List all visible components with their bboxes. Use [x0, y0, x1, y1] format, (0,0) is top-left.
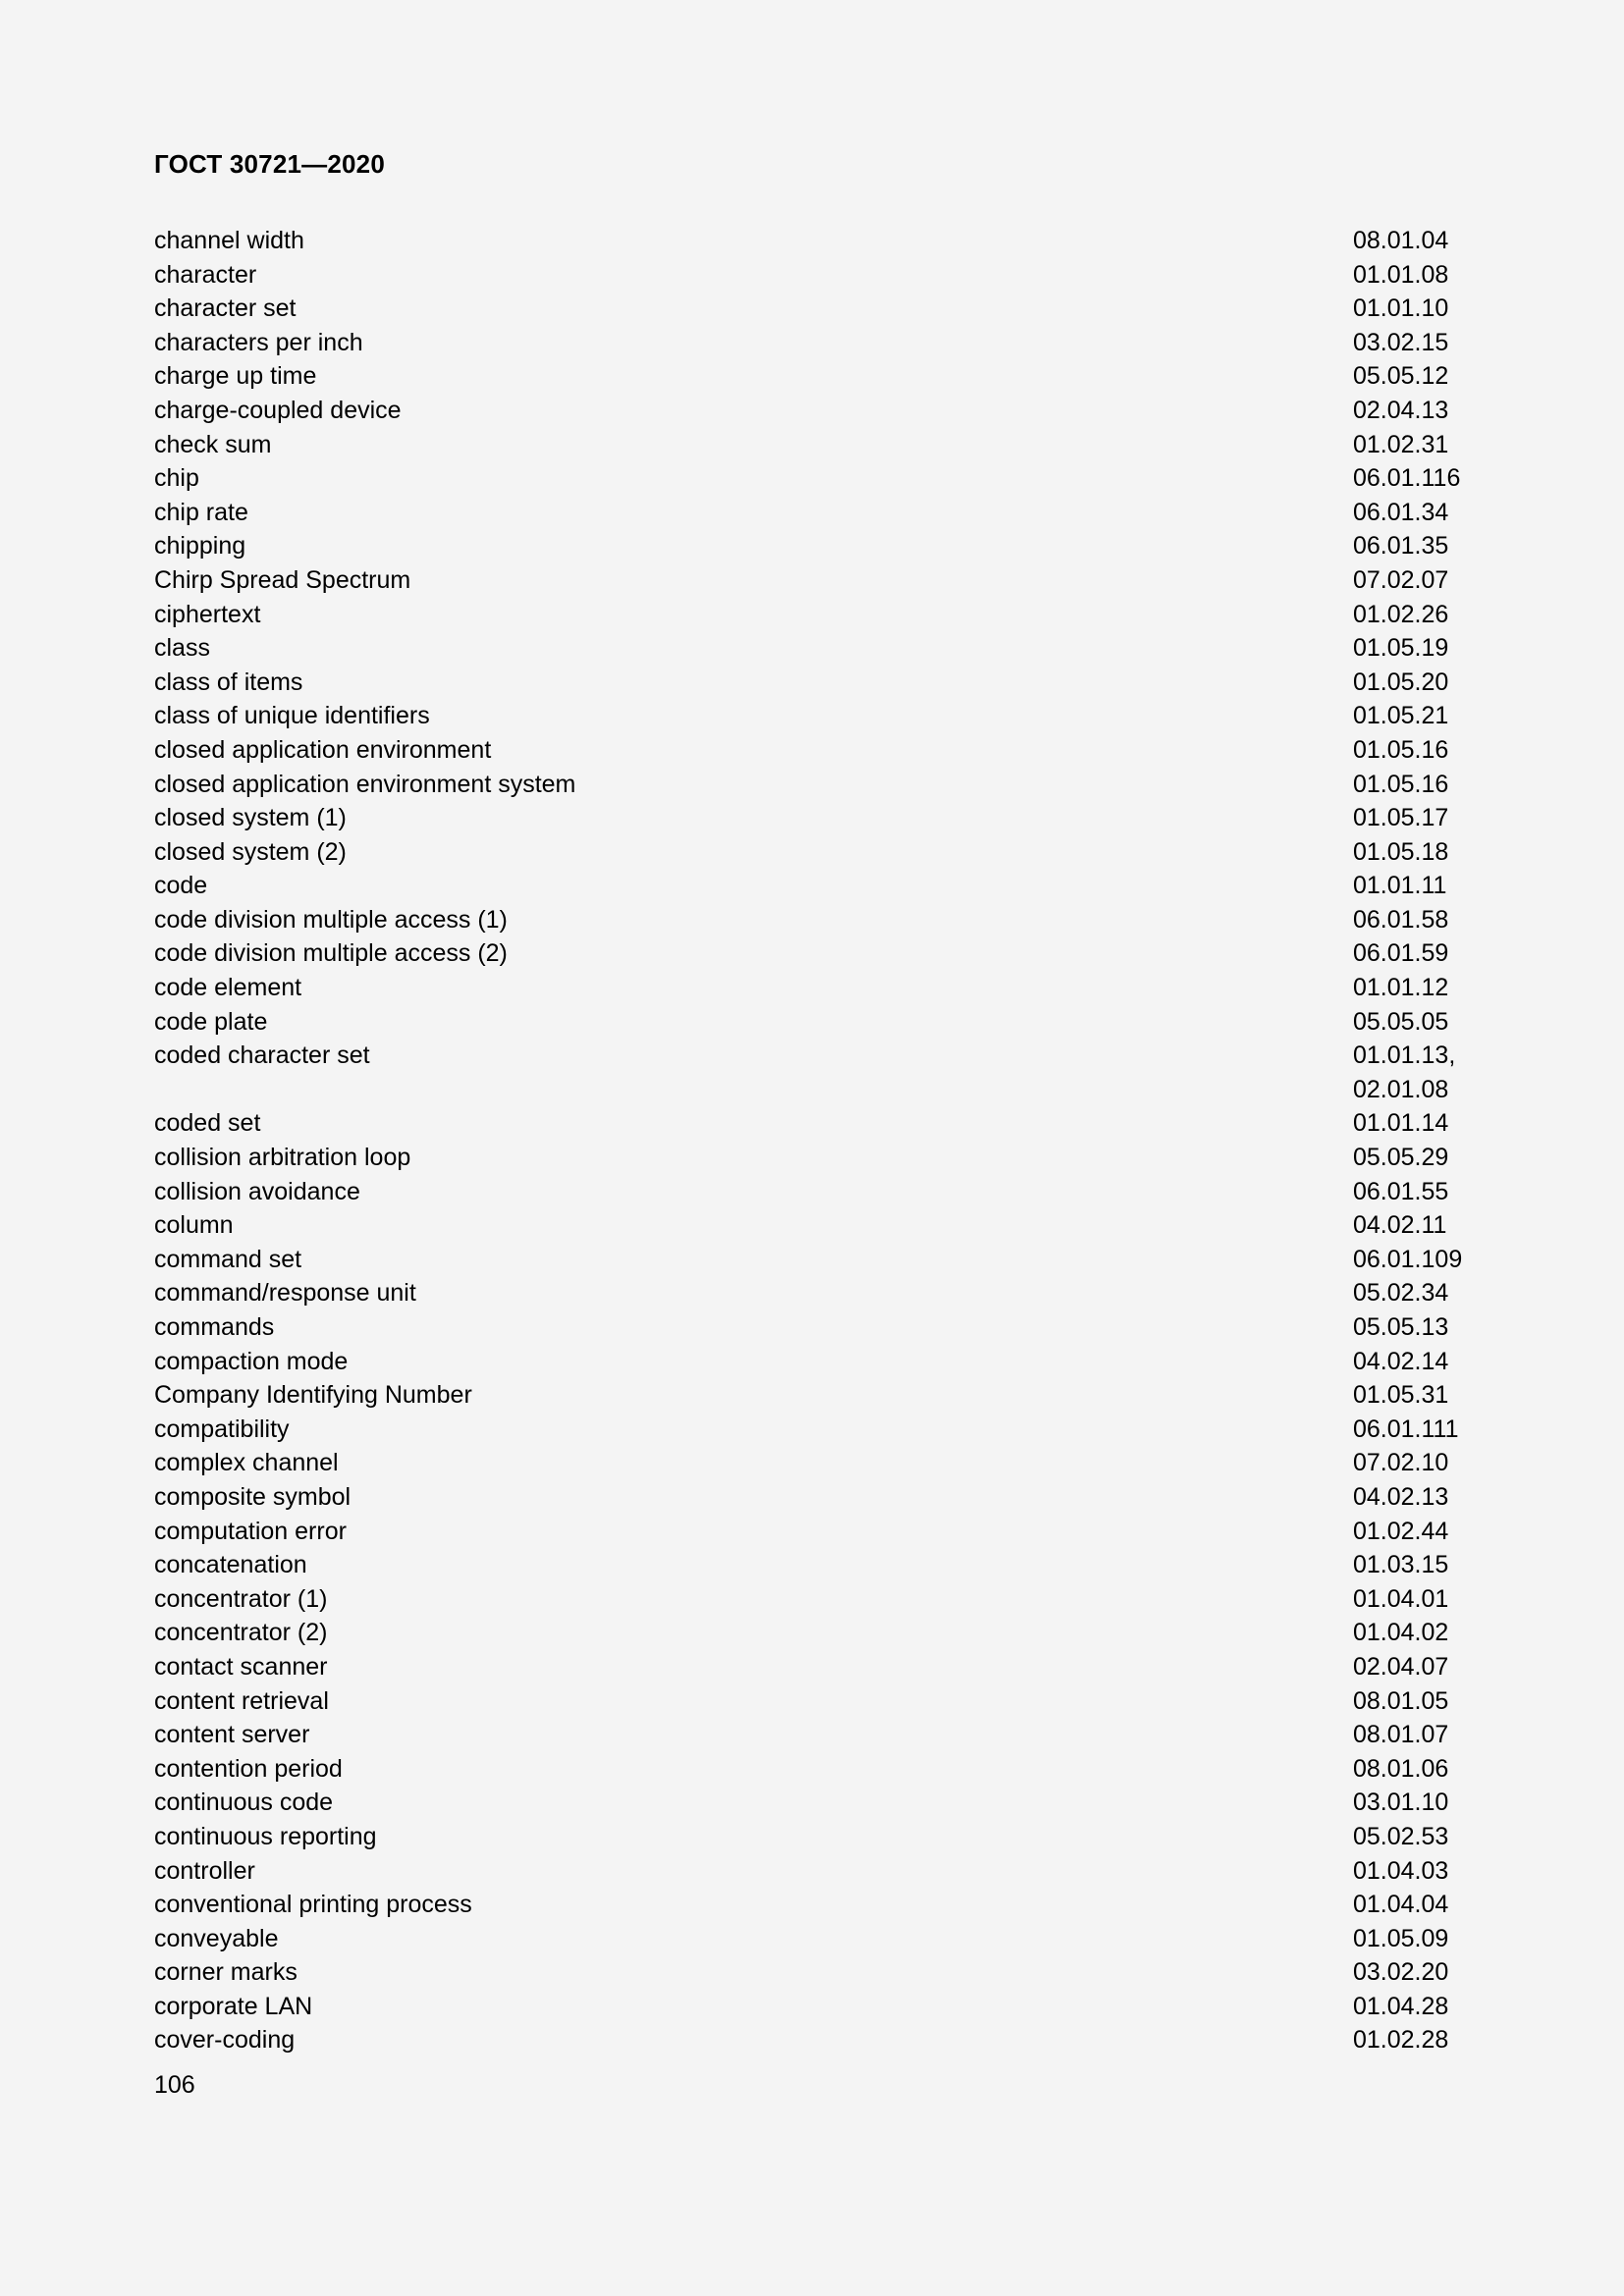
section-reference: 01.01.11	[1353, 872, 1447, 900]
section-reference: 01.02.28	[1353, 2026, 1449, 2055]
section-reference: 01.05.20	[1353, 667, 1449, 696]
section-reference: 06.01.34	[1353, 498, 1449, 526]
section-reference: 06.01.58	[1353, 905, 1449, 934]
index-term: code division multiple access (2)	[154, 939, 508, 968]
index-entry	[154, 1955, 1489, 1990]
index-term: cover-coding	[154, 2026, 296, 2055]
index-entry	[154, 1854, 1489, 1889]
section-reference: 01.01.14	[1353, 1109, 1449, 1138]
index-references	[1353, 666, 1489, 700]
index-entry	[154, 801, 1489, 835]
index-entry	[154, 699, 1489, 733]
index-entry	[154, 1718, 1489, 1752]
index-references	[1353, 1616, 1489, 1650]
index-references	[1353, 733, 1489, 768]
index-entry	[154, 666, 1489, 700]
index-references	[1353, 1955, 1489, 1990]
index-entry	[154, 1650, 1489, 1684]
section-reference: 05.05.29	[1353, 1144, 1449, 1172]
index-references	[1353, 699, 1489, 733]
section-reference: 01.04.02	[1353, 1619, 1449, 1647]
index-references	[1353, 936, 1489, 971]
index-entry	[154, 1243, 1489, 1277]
index-entry	[154, 835, 1489, 870]
index-term: code division multiple access (1)	[154, 905, 508, 934]
section-reference: 06.01.116	[1353, 464, 1461, 493]
index-references	[1353, 563, 1489, 598]
index-term: characters per inch	[154, 328, 363, 356]
index-references	[1353, 1548, 1489, 1582]
section-reference: 03.01.10	[1353, 1789, 1449, 1817]
index-entry	[154, 1345, 1489, 1379]
index-references	[1353, 835, 1489, 870]
index-references	[1353, 1922, 1489, 1956]
index-references	[1353, 1005, 1489, 1040]
index-references	[1353, 1208, 1489, 1243]
index-term: Company Identifying Number	[154, 1381, 472, 1410]
index-entry	[154, 496, 1489, 530]
index-term: composite symbol	[154, 1482, 352, 1511]
section-reference: 01.02.26	[1353, 600, 1449, 628]
index-references	[1353, 631, 1489, 666]
index-term: continuous reporting	[154, 1822, 377, 1850]
section-reference: 02.04.07	[1353, 1652, 1449, 1681]
index-term: content server	[154, 1721, 310, 1749]
index-term: content retrieval	[154, 1686, 329, 1715]
index-entry	[154, 1786, 1489, 1820]
section-reference: 01.05.16	[1353, 770, 1449, 798]
index-references	[1353, 394, 1489, 428]
index-references	[1353, 1582, 1489, 1617]
index-entry	[154, 631, 1489, 666]
index-term: ciphertext	[154, 600, 261, 628]
section-reference: 01.02.31	[1353, 430, 1449, 458]
index-term: coded character set	[154, 1041, 370, 1070]
index-term: concentrator (2)	[154, 1619, 328, 1647]
section-reference: 03.02.20	[1353, 1958, 1449, 1987]
index-term: command/response unit	[154, 1279, 416, 1308]
index-term: chip	[154, 464, 199, 493]
section-reference: 01.02.44	[1353, 1517, 1449, 1545]
section-reference: 01.04.04	[1353, 1891, 1449, 1919]
index-references	[1353, 1752, 1489, 1787]
section-reference: 04.02.14	[1353, 1347, 1449, 1375]
index-term: column	[154, 1211, 234, 1240]
index-term: concatenation	[154, 1551, 307, 1579]
index-entry	[154, 1515, 1489, 1549]
section-reference: 01.05.19	[1353, 634, 1449, 663]
index-entry	[154, 1039, 1489, 1106]
index-term: corporate LAN	[154, 1992, 313, 2020]
index-entry	[154, 2023, 1489, 2057]
section-reference: 08.01.07	[1353, 1721, 1449, 1749]
section-reference: 08.01.04	[1353, 227, 1449, 254]
index-references	[1353, 428, 1489, 462]
index-references	[1353, 496, 1489, 530]
index-references	[1353, 1141, 1489, 1175]
index-term: corner marks	[154, 1958, 298, 1987]
index-term: Chirp Spread Spectrum	[154, 565, 411, 594]
section-reference: 05.02.53	[1353, 1822, 1449, 1850]
index-entry	[154, 1990, 1489, 2024]
index-references	[1353, 1175, 1489, 1209]
section-reference: 02.01.08	[1353, 1075, 1449, 1103]
section-reference: 01.05.17	[1353, 804, 1449, 832]
index-entry	[154, 428, 1489, 462]
section-reference: 01.05.18	[1353, 837, 1449, 866]
index-references	[1353, 1786, 1489, 1820]
section-reference: 06.01.111	[1353, 1415, 1459, 1443]
section-reference: 05.05.13	[1353, 1313, 1449, 1341]
index-references	[1353, 359, 1489, 394]
section-reference: 03.02.15	[1353, 328, 1449, 356]
index-entry	[154, 1922, 1489, 1956]
section-reference: 01.01.12	[1353, 974, 1449, 1002]
section-reference: 01.04.01	[1353, 1584, 1449, 1613]
section-reference: 07.02.10	[1353, 1449, 1449, 1477]
index-references	[1353, 1650, 1489, 1684]
index-references	[1353, 1243, 1489, 1277]
section-reference: 05.02.34	[1353, 1279, 1449, 1308]
index-entry	[154, 359, 1489, 394]
section-reference: 08.01.05	[1353, 1686, 1449, 1715]
index-entry	[154, 936, 1489, 971]
index-term: chipping	[154, 532, 246, 561]
index-entry	[154, 768, 1489, 802]
index-term: collision avoidance	[154, 1177, 360, 1205]
index-references	[1353, 529, 1489, 563]
index-references	[1353, 461, 1489, 496]
section-reference: 07.02.07	[1353, 565, 1449, 594]
index-entry	[154, 598, 1489, 632]
index-references	[1353, 1378, 1489, 1413]
section-reference: 06.01.55	[1353, 1177, 1449, 1205]
index-entry	[154, 563, 1489, 598]
index-term: code element	[154, 974, 302, 1002]
section-reference: 05.05.12	[1353, 362, 1449, 391]
term-index-list	[154, 224, 1489, 2057]
index-term: chip rate	[154, 498, 248, 526]
index-references	[1353, 1480, 1489, 1515]
document-header: ГОСТ 30721—2020	[154, 149, 385, 179]
index-entry	[154, 1276, 1489, 1310]
index-entry	[154, 224, 1489, 258]
index-entry	[154, 903, 1489, 937]
section-reference: 05.05.05	[1353, 1007, 1449, 1036]
index-entry	[154, 1208, 1489, 1243]
index-references	[1353, 1106, 1489, 1141]
index-term: collision arbitration loop	[154, 1144, 411, 1172]
index-term: commands	[154, 1313, 275, 1341]
index-entry	[154, 326, 1489, 360]
index-entry	[154, 1752, 1489, 1787]
section-reference: 01.05.09	[1353, 1924, 1449, 1952]
index-references	[1353, 1684, 1489, 1719]
index-term: compaction mode	[154, 1347, 349, 1375]
index-entry	[154, 1888, 1489, 1922]
index-term: compatibility	[154, 1415, 290, 1443]
index-entry	[154, 258, 1489, 293]
index-references	[1353, 1854, 1489, 1889]
index-entry	[154, 1005, 1489, 1040]
section-reference: 01.04.03	[1353, 1856, 1449, 1885]
index-term: code	[154, 872, 208, 900]
index-references	[1353, 1310, 1489, 1345]
page-number: 106	[154, 2071, 195, 2099]
section-reference: 01.05.31	[1353, 1381, 1449, 1410]
index-references	[1353, 1990, 1489, 2024]
index-term: coded set	[154, 1109, 261, 1138]
index-references	[1353, 1515, 1489, 1549]
index-term: character	[154, 260, 257, 289]
index-entry	[154, 1378, 1489, 1413]
index-term: check sum	[154, 430, 272, 458]
index-entry	[154, 1616, 1489, 1650]
section-reference: 04.02.13	[1353, 1482, 1449, 1511]
index-references	[1353, 768, 1489, 802]
index-term: conventional printing process	[154, 1891, 472, 1919]
index-entry	[154, 529, 1489, 563]
index-references	[1353, 1413, 1489, 1447]
section-reference: 06.01.59	[1353, 939, 1449, 968]
index-references	[1353, 1276, 1489, 1310]
section-reference: 01.04.28	[1353, 1992, 1449, 2020]
index-entry	[154, 1684, 1489, 1719]
index-term: complex channel	[154, 1449, 339, 1477]
index-term: command set	[154, 1245, 302, 1273]
index-entry	[154, 1310, 1489, 1345]
index-entry	[154, 1480, 1489, 1515]
index-term: closed system (1)	[154, 804, 347, 832]
index-term: class of unique identifiers	[154, 702, 430, 730]
index-references	[1353, 1039, 1489, 1106]
index-term: class of items	[154, 667, 303, 696]
index-entry	[154, 733, 1489, 768]
index-references	[1353, 869, 1489, 903]
index-term: class	[154, 634, 210, 663]
index-entry	[154, 394, 1489, 428]
section-reference: 04.02.11	[1353, 1211, 1447, 1240]
index-references	[1353, 258, 1489, 293]
index-term: controller	[154, 1856, 255, 1885]
index-references	[1353, 1820, 1489, 1854]
section-reference: 01.05.21	[1353, 702, 1449, 730]
index-term: continuous code	[154, 1789, 334, 1817]
section-reference: 01.05.16	[1353, 735, 1449, 764]
index-term: contact scanner	[154, 1652, 328, 1681]
section-reference: 06.01.109	[1353, 1245, 1463, 1273]
index-references	[1353, 971, 1489, 1005]
index-term: closed application environment	[154, 735, 492, 764]
section-reference: 01.03.15	[1353, 1551, 1449, 1579]
section-reference: 01.01.10	[1353, 294, 1449, 323]
index-entry	[154, 1446, 1489, 1480]
index-entry	[154, 292, 1489, 326]
index-term: contention period	[154, 1754, 343, 1783]
index-references	[1353, 2023, 1489, 2057]
index-references	[1353, 1888, 1489, 1922]
index-entry	[154, 1548, 1489, 1582]
index-term: conveyable	[154, 1924, 279, 1952]
index-term: concentrator (1)	[154, 1584, 328, 1613]
index-term: channel width	[154, 227, 304, 254]
index-references	[1353, 598, 1489, 632]
index-references	[1353, 903, 1489, 937]
index-entry	[154, 1141, 1489, 1175]
index-entry	[154, 1413, 1489, 1447]
index-references	[1353, 326, 1489, 360]
section-reference: 06.01.35	[1353, 532, 1449, 561]
section-reference: 01.01.08	[1353, 260, 1449, 289]
index-term: character set	[154, 294, 297, 323]
section-reference: 08.01.06	[1353, 1754, 1449, 1783]
index-entry	[154, 869, 1489, 903]
index-references	[1353, 1345, 1489, 1379]
index-references	[1353, 1446, 1489, 1480]
section-reference: 01.01.13,	[1353, 1041, 1456, 1070]
index-entry	[154, 1106, 1489, 1141]
index-references	[1353, 1718, 1489, 1752]
index-entry	[154, 1582, 1489, 1617]
index-entry	[154, 1175, 1489, 1209]
index-references	[1353, 224, 1489, 258]
index-references	[1353, 801, 1489, 835]
section-reference: 02.04.13	[1353, 396, 1449, 424]
index-term: computation error	[154, 1517, 347, 1545]
index-term: closed application environment system	[154, 770, 576, 798]
index-entry	[154, 1820, 1489, 1854]
index-term: closed system (2)	[154, 837, 347, 866]
index-references	[1353, 292, 1489, 326]
index-term: code plate	[154, 1007, 268, 1036]
index-term: charge-coupled device	[154, 396, 402, 424]
index-entry	[154, 971, 1489, 1005]
index-entry	[154, 461, 1489, 496]
index-term: charge up time	[154, 362, 317, 391]
